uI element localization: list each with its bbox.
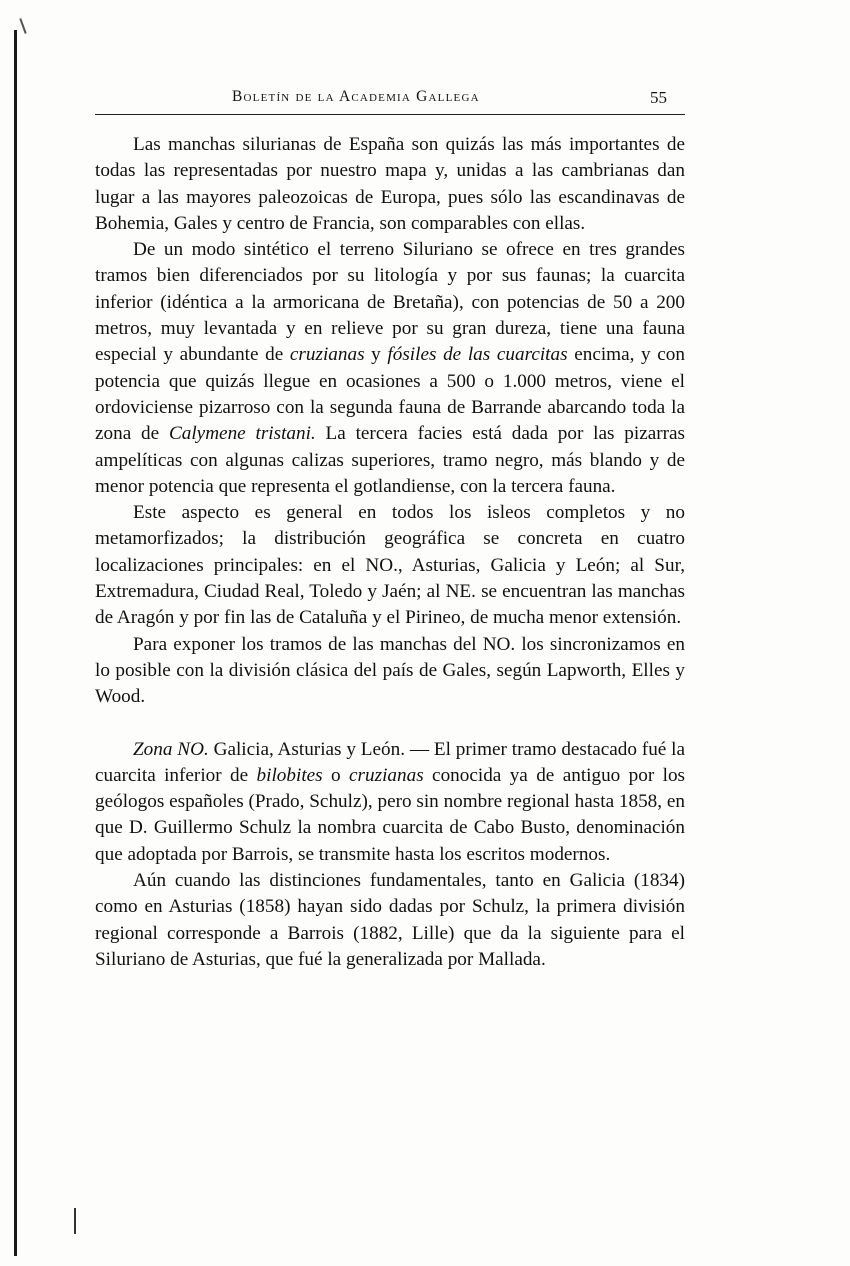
paragraph-2-italic-cruzianas: cruzianas	[289, 344, 365, 366]
margin-mark	[74, 1208, 76, 1234]
paragraph-2	[95, 237, 685, 500]
paragraph-4: Para exponer los tramos de las manchas del NO. los sincronizamos en lo posible con la división clásica del país de Gales, según Lapworth, Elles y Wood.	[95, 633, 685, 708]
paragraph-5-text-a: Galicia, Asturias y León. — El primer tramo destacado fué la cuarcita inferior de	[95, 738, 685, 786]
running-title: Boletín de la Academia Gallega	[232, 88, 480, 105]
body-text	[95, 132, 685, 973]
binding-mark	[19, 18, 26, 34]
paragraph-5-italic-zona: Zona NO.	[133, 738, 209, 760]
paragraph-2-text-b: y	[364, 344, 388, 366]
binding-edge	[14, 30, 17, 1256]
paragraph-6: Aún cuando las distinciones fundamentales, tanto en Galicia (1834) como en Asturias (1858) hayan sido dadas por Schulz, la primera división regional corresponde a Barrois (1882, Lille) que da la siguiente para el Siluriano de Asturias, que fué la generalizada por Mallada.	[95, 870, 685, 970]
running-head	[95, 88, 685, 115]
paragraph-5	[95, 737, 685, 868]
paragraph-2-italic-calymene: Calymene tristani.	[168, 423, 316, 445]
paragraph-3: Este aspecto es general en todos los isleos completos y no metamorfizados; la distribución geográfica se concreta en cuatro localizaciones principales: en el NO., Asturias, Galicia y León; al Sur, Extremadura, Ciudad Real, Toledo y Jaén; al NE. se encuentran las manchas de Aragón y por fin las de Cataluña y el Pirineo, de mucha menor extensión.	[95, 502, 685, 629]
paragraph-1: Las manchas silurianas de España son quizás las más importantes de todas las representadas por nuestro mapa y, unidas a las cambrianas dan lugar a las mayores paleozoicas de Europa, pues sólo las escandinavas de Bohemia, Gales y centro de Francia, son comparables con ellas.	[95, 134, 685, 234]
paragraph-5-italic-cruzianas: cruzianas	[349, 764, 424, 786]
paragraph-5-text-c: conocida ya de antiguo por los geólogos españoles (Prado, Schulz), pero sin nombre regional hasta 1858, en que D. Guillermo Schulz la nombra cuarcita de Cabo Busto, denominación que adoptada por Barrois, se transmite hasta los escritos modernos.	[95, 764, 686, 865]
page-number: 55	[650, 88, 667, 107]
paragraph-2-text-a: De un modo sintético el terreno Siluriano se ofrece en tres grandes tramos bien diferenciados por su litología y por sus faunas; la cuarcita inferior (idéntica a la armoricana de Bretaña), con potencias de 50 a 200 metros, muy levantada y en relieve por su gran dureza, tiene una fauna especial y abundante de	[95, 239, 685, 366]
paragraph-2-text-d: La tercera facies está dada por las pizarras ampelíticas con algunas calizas superiores, tramo negro, más blando y de menor potencia que representa el gotlandiense, con la tercera fauna.	[95, 423, 685, 497]
paragraph-5-italic-bilobites: bilobites	[256, 764, 323, 786]
paragraph-2-text-c: encima, y con potencia que quizás llegue en ocasiones a 500 o 1.000 metros, viene el ordoviciense pizarroso con la segunda fauna de Barrande abarcando toda la zona de	[95, 344, 685, 445]
paragraph-2-italic-fosiles: fósiles de las cuarcitas	[387, 344, 568, 366]
paragraph-5-text-b: o	[322, 764, 350, 786]
